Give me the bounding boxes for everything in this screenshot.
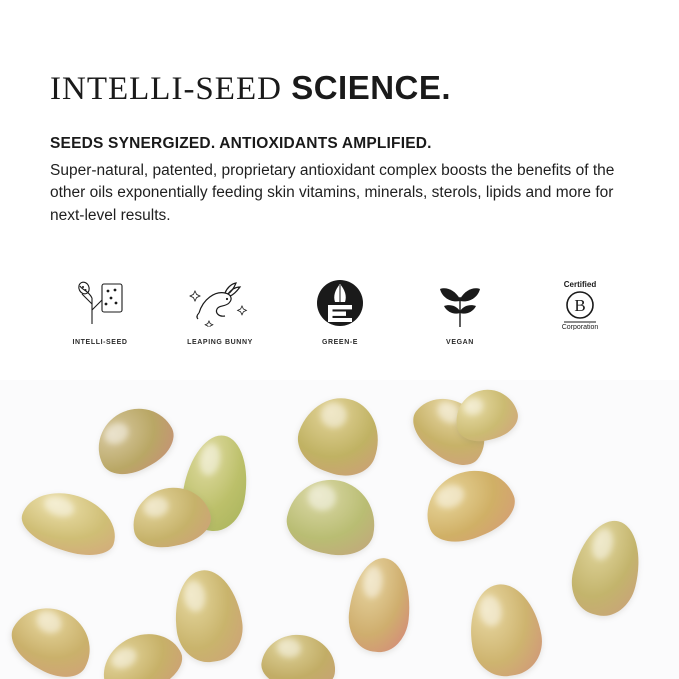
svg-text:B: B [574,296,586,315]
seed-photograph [0,380,679,679]
badge-caption: INTELLI-SEED [72,339,128,346]
seed-object [16,482,125,565]
intelli-seed-icon [72,275,128,331]
body-paragraph: Super-natural, patented, proprietary antioxidant complex boosts the benefits of the other oils exponentially feeding skin vitamins, minerals, sterols, lipids and more for next-level results. [50,162,615,224]
badge-green-e [280,275,400,346]
seed-object [345,555,414,655]
badge-vegan [400,275,520,346]
b-corp-icon [553,275,607,331]
svg-text:Corporation: Corporation [561,324,599,330]
seed-object [463,579,548,679]
seed-object [289,387,390,486]
leaping-bunny-icon [189,275,251,331]
badge-b-corp [520,275,640,331]
seed-object [281,472,382,563]
page-title [50,70,451,107]
badge-leaping-bunny [160,275,280,346]
vegan-leaf-icon [434,275,486,331]
badge-caption: VEGAN [446,339,474,346]
seed-object [2,594,104,679]
badge-caption: GREEN-E [321,339,359,346]
headline-part-one: INTELLI-SEED [50,71,292,107]
seed-object [92,621,190,679]
seed-object [415,458,523,553]
svg-text:Certified: Certified [563,280,597,289]
seed-object [259,630,340,679]
subheading: SEEDS SYNERGIZED. ANTIOXIDANTS AMPLIFIED. [50,135,432,152]
headline-part-two: SCIENCE. [291,69,452,106]
seed-object [85,395,182,485]
green-e-icon [315,275,365,331]
certification-badge-row [40,275,640,346]
badge-intelli-seed [40,275,160,346]
seed-object [564,514,649,623]
badge-caption: LEAPING BUNNY [187,339,253,346]
